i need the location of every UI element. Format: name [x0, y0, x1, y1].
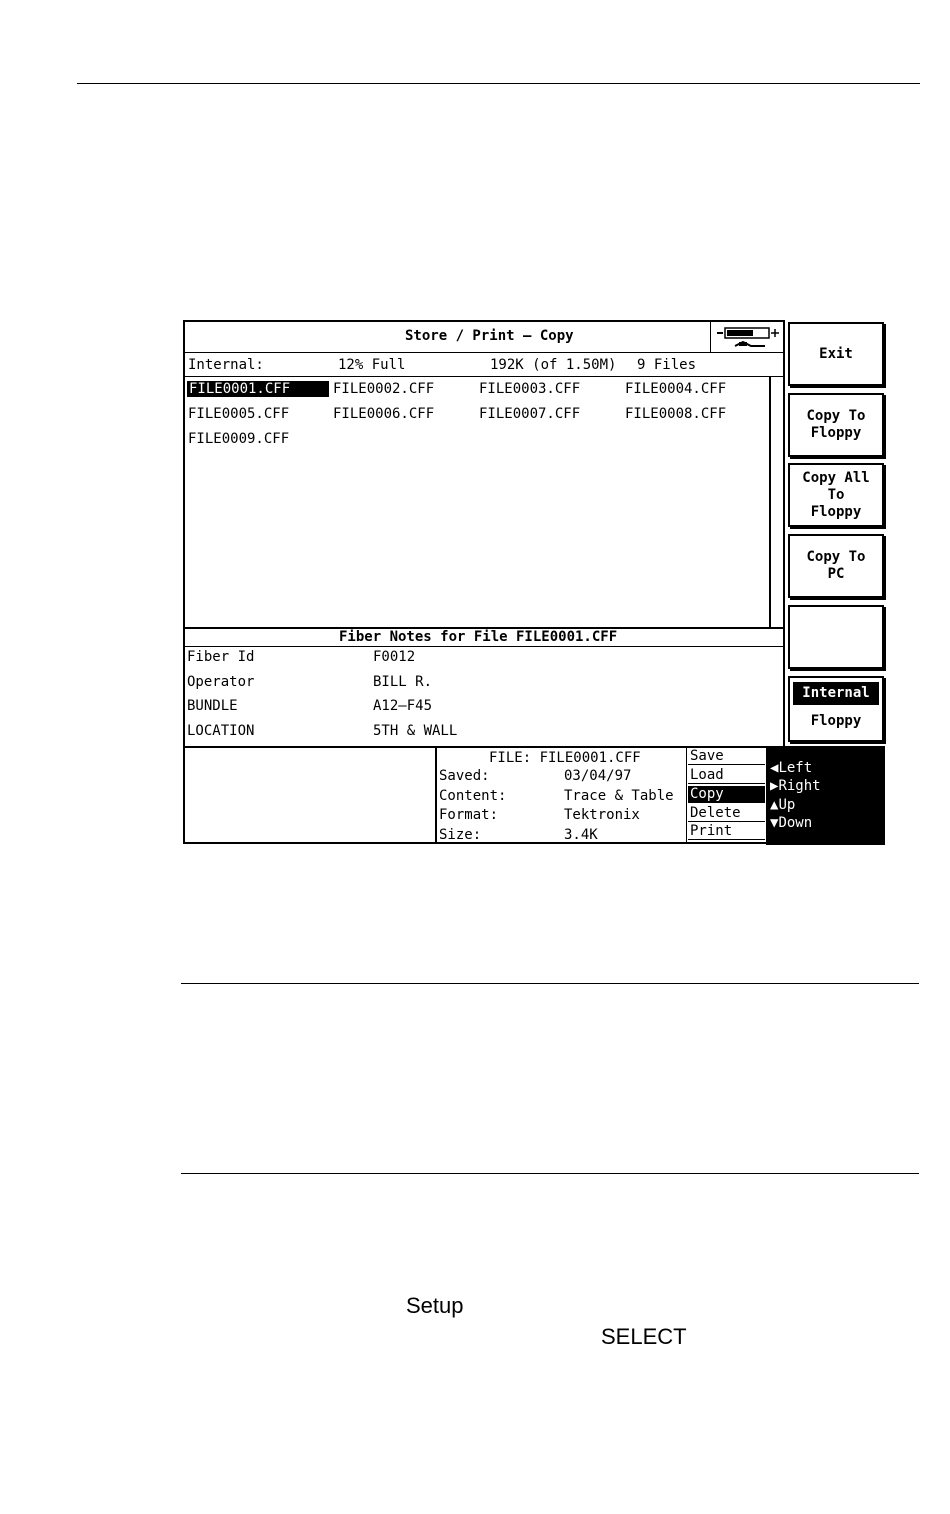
file-info-value: Tektronix	[564, 807, 640, 823]
scrollbar-inner-line	[783, 376, 784, 628]
left-arrow-icon: ◀	[770, 760, 779, 776]
notes-header-rule	[185, 646, 783, 647]
storage-toggle-button[interactable]	[788, 676, 884, 742]
note-value: 5TH & WALL	[373, 723, 458, 739]
menu-divider	[686, 746, 687, 844]
file-info-value: 3.4K	[564, 827, 598, 843]
menu-print[interactable]: Print	[688, 823, 765, 840]
section-rule-2	[181, 1173, 919, 1174]
instrument-screen	[183, 320, 785, 844]
note-value: BILL R.	[373, 674, 433, 690]
copy-all-to-floppy-button[interactable]: Copy All To Floppy	[788, 463, 884, 527]
menu-delete[interactable]: Delete	[688, 805, 765, 822]
note-value: F0012	[373, 649, 416, 665]
title-divider-left	[710, 322, 711, 352]
nav-left: ◀Left	[770, 760, 813, 776]
storage-label: Internal:	[188, 357, 264, 373]
info-divider	[435, 746, 437, 844]
up-arrow-icon: ▲	[770, 797, 779, 813]
note-value: A12–F45	[373, 698, 433, 714]
file-item[interactable]: FILE0007.CFF	[479, 406, 581, 422]
file-info-value: 03/04/97	[564, 768, 632, 784]
blank-softkey[interactable]	[788, 605, 884, 669]
file-info-title: FILE: FILE0001.CFF	[489, 750, 641, 766]
file-item[interactable]: FILE0001.CFF	[187, 381, 329, 397]
nav-up: ▲Up	[770, 797, 796, 813]
menu-save[interactable]: Save	[688, 748, 765, 765]
screen-title: Store / Print – Copy	[405, 328, 574, 344]
top-rule	[77, 83, 920, 84]
down-arrow-icon: ▼	[770, 815, 779, 831]
file-info-value: Trace & Table	[564, 788, 674, 804]
menu-copy[interactable]: Copy	[688, 786, 765, 803]
right-arrow-icon: ▶	[770, 778, 779, 794]
percent-full: 12% Full	[338, 357, 406, 373]
file-item[interactable]: FILE0005.CFF	[188, 406, 290, 422]
title-rule	[185, 352, 783, 353]
notes-header: Fiber Notes for File FILE0001.CFF	[339, 629, 618, 645]
file-item[interactable]: FILE0004.CFF	[625, 381, 727, 397]
status-rule	[185, 376, 783, 377]
note-label: Operator	[187, 674, 255, 690]
note-label: LOCATION	[187, 723, 255, 739]
battery-icon	[715, 324, 785, 350]
file-info-label: Content:	[439, 788, 507, 804]
file-item[interactable]: FILE0003.CFF	[479, 381, 581, 397]
menu-load[interactable]: Load	[688, 767, 765, 784]
exit-button[interactable]: Exit	[788, 322, 884, 386]
file-info-label: Size:	[439, 827, 482, 843]
file-count: 9 Files	[637, 357, 697, 373]
copy-to-floppy-button[interactable]: Copy To Floppy	[788, 393, 884, 457]
file-item[interactable]: FILE0009.CFF	[188, 431, 290, 447]
setup-text: Setup	[406, 1293, 464, 1318]
section-rule-1	[181, 983, 919, 984]
note-label: BUNDLE	[187, 698, 238, 714]
nav-down: ▼Down	[770, 815, 813, 831]
select-text: SELECT	[601, 1324, 687, 1349]
nav-right: ▶Right	[770, 778, 821, 794]
file-item[interactable]: FILE0002.CFF	[333, 381, 435, 397]
storage-floppy-option: Floppy	[810, 713, 862, 729]
file-info-label: Saved:	[439, 768, 490, 784]
note-label: Fiber Id	[187, 649, 255, 665]
file-item[interactable]: FILE0008.CFF	[625, 406, 727, 422]
capacity: 192K (of 1.50M)	[490, 357, 617, 373]
file-info-label: Format:	[439, 807, 499, 823]
copy-to-pc-button[interactable]: Copy To PC	[788, 534, 884, 598]
file-item[interactable]: FILE0006.CFF	[333, 406, 435, 422]
storage-internal-option: Internal	[793, 682, 879, 705]
